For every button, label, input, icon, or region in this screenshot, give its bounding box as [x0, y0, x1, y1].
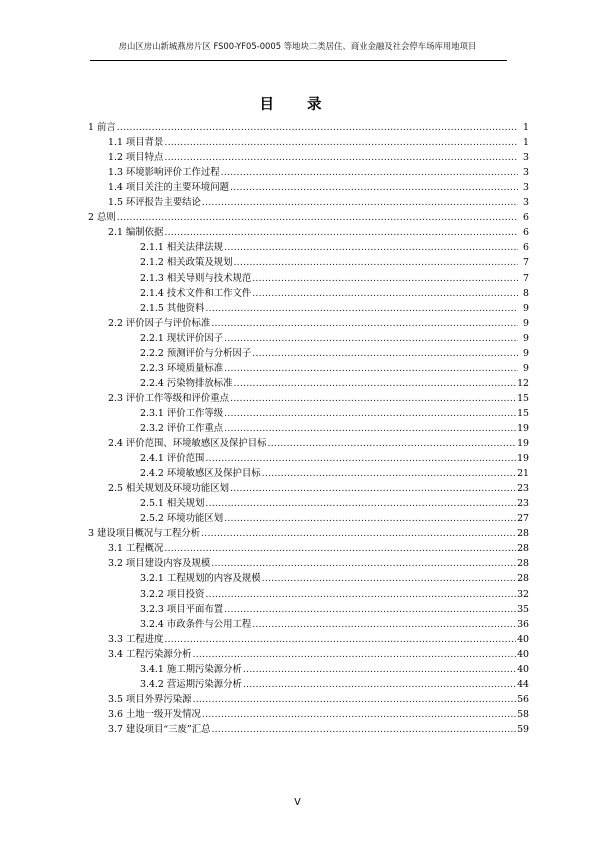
toc-entry-label: 2.5 相关规划及环境功能区划 [108, 483, 230, 495]
toc-dot-leader [233, 378, 516, 389]
toc-entry-label: 2.3.1 评价工作等级 [140, 407, 224, 419]
toc-entry-label: 2.2.4 污染物排放标准 [140, 377, 233, 389]
toc-entry-label: 2 总则 [88, 212, 116, 224]
toc-entry-label: 1.2 项目特点 [108, 152, 164, 164]
toc-entry-page: 44 [517, 678, 529, 690]
toc-entry-label: 2.2 评价因子与评价标准 [108, 317, 211, 329]
toc-entry-label: 3.2.4 市政条件与公用工程 [140, 618, 252, 630]
toc-entry[interactable] [88, 268, 529, 283]
toc-entry-label: 3.5 项目外界污染源 [108, 693, 192, 705]
toc-entry-page: 23 [517, 498, 529, 510]
toc-dot-leader [117, 212, 518, 223]
toc-entry-page: 28 [517, 543, 529, 555]
toc-entry-page: 36 [517, 618, 529, 630]
toc-entry-label: 2.4.2 环境敏感区及保护目标 [140, 468, 261, 480]
toc-entry[interactable] [88, 434, 529, 449]
toc-entry[interactable] [88, 464, 529, 479]
toc-entry[interactable] [88, 720, 529, 735]
toc-dot-leader [164, 634, 516, 645]
toc-dot-leader [230, 483, 516, 494]
toc-entry[interactable] [88, 223, 529, 238]
toc-entry-page: 35 [517, 603, 529, 615]
toc-entry-page: 1 [523, 137, 529, 149]
toc-entry[interactable] [88, 238, 529, 253]
toc-dot-leader [252, 273, 518, 284]
toc-entry-page: 40 [517, 633, 529, 645]
toc-dot-leader [243, 664, 516, 675]
toc-dot-leader [230, 393, 516, 404]
toc-entry-label: 2.1.1 相关法律法规 [140, 242, 224, 254]
toc-entry-page: 9 [523, 332, 529, 344]
toc-entry-page: 6 [523, 242, 529, 254]
toc-entry-page: 15 [517, 407, 529, 419]
toc-dot-leader [211, 724, 516, 735]
toc-entry-page: 9 [523, 317, 529, 329]
toc-entry[interactable] [88, 690, 529, 705]
toc-entry-label: 2.3 评价工作等级和评价重点 [108, 392, 230, 404]
toc-entry-page: 19 [517, 453, 529, 465]
toc-entry[interactable] [88, 479, 529, 494]
toc-entry[interactable] [88, 359, 529, 374]
toc-entry[interactable] [88, 163, 529, 178]
toc-entry-label: 3 建设项目概况与工程分析 [88, 528, 201, 540]
table-of-contents [88, 118, 529, 735]
toc-dot-leader [243, 679, 516, 690]
toc-entry[interactable] [88, 494, 529, 509]
toc-entry-label: 2.1.2 相关政策及规划 [140, 257, 233, 269]
toc-dot-leader [193, 694, 517, 705]
toc-entry-page: 40 [517, 663, 529, 675]
toc-entry-label: 2.5.1 相关规划 [140, 498, 205, 510]
toc-title: 目 录 [259, 97, 336, 113]
toc-entry[interactable] [88, 193, 529, 208]
toc-dot-leader [262, 573, 516, 584]
toc-entry[interactable] [88, 630, 529, 645]
toc-entry-label: 1.5 环评报告主要结论 [108, 197, 201, 209]
toc-dot-leader [164, 137, 518, 148]
toc-entry-page: 28 [517, 528, 529, 540]
toc-entry-label: 3.2.1 工程规划的内容及规模 [140, 573, 261, 585]
toc-dot-leader [205, 589, 516, 600]
toc-entry-page: 28 [517, 558, 529, 570]
toc-entry-page: 19 [517, 422, 529, 434]
toc-entry-label: 2.4.1 评价范围 [140, 453, 205, 465]
toc-entry-page: 21 [517, 468, 529, 480]
toc-dot-leader [193, 649, 517, 660]
toc-entry-label: 3.3 工程进度 [108, 633, 164, 645]
toc-entry-page: 3 [523, 167, 529, 179]
toc-dot-leader [211, 558, 516, 569]
toc-entry[interactable] [88, 600, 529, 615]
toc-entry-page: 3 [523, 182, 529, 194]
toc-dot-leader [268, 438, 517, 449]
toc-entry-label: 2.2.1 现状评价因子 [140, 332, 224, 344]
toc-entry-label: 2.1 编制依据 [108, 227, 164, 239]
toc-dot-leader [224, 242, 518, 253]
toc-entry-page: 59 [517, 723, 529, 735]
toc-entry-label: 2.1.3 相关导则与技术规范 [140, 272, 252, 284]
toc-dot-leader [230, 182, 518, 193]
header-divider [90, 60, 507, 61]
toc-entry[interactable] [88, 284, 529, 299]
toc-dot-leader [233, 257, 518, 268]
toc-entry[interactable] [88, 705, 529, 720]
toc-entry-label: 3.1 工程概况 [108, 543, 164, 555]
toc-dot-leader [201, 528, 516, 539]
toc-entry[interactable] [88, 449, 529, 464]
toc-entry[interactable] [88, 208, 529, 223]
toc-entry-label: 3.4.1 施工期污染源分析 [140, 663, 242, 675]
toc-dot-leader [224, 423, 516, 434]
toc-entry-page: 1 [523, 122, 529, 134]
toc-entry[interactable] [88, 118, 529, 133]
toc-entry[interactable] [88, 344, 529, 359]
toc-dot-leader [202, 197, 518, 208]
toc-entry-label: 3.2 项目建设内容及规模 [108, 558, 211, 570]
toc-dot-leader [205, 498, 516, 509]
toc-entry[interactable] [88, 524, 529, 539]
toc-entry-page: 7 [523, 272, 529, 284]
toc-entry-page: 27 [517, 513, 529, 525]
toc-dot-leader [164, 227, 518, 238]
toc-entry-label: 3.4 工程污染源分析 [108, 648, 192, 660]
toc-entry-label: 3.2.3 项目平面布置 [140, 603, 224, 615]
toc-entry-page: 6 [523, 227, 529, 239]
toc-entry-page: 40 [517, 648, 529, 660]
toc-entry[interactable] [88, 374, 529, 389]
toc-dot-leader [252, 348, 518, 359]
toc-dot-leader [164, 152, 518, 163]
toc-entry[interactable] [88, 389, 529, 404]
toc-entry-page: 56 [517, 693, 529, 705]
toc-entry-page: 6 [523, 212, 529, 224]
toc-entry-page: 32 [517, 588, 529, 600]
toc-entry-page: 9 [523, 347, 529, 359]
toc-entry[interactable] [88, 299, 529, 314]
toc-dot-leader [224, 363, 518, 374]
toc-entry[interactable] [88, 660, 529, 675]
toc-entry-page: 3 [523, 152, 529, 164]
toc-entry-page: 8 [523, 287, 529, 299]
toc-entry-label: 1.3 环境影响评价工作过程 [108, 167, 220, 179]
toc-entry[interactable] [88, 675, 529, 690]
toc-dot-leader [224, 604, 516, 615]
toc-entry[interactable] [88, 584, 529, 599]
toc-entry-page: 15 [517, 392, 529, 404]
toc-dot-leader [221, 167, 518, 178]
toc-dot-leader [211, 318, 518, 329]
toc-dot-leader [224, 333, 518, 344]
toc-dot-leader [205, 303, 518, 314]
toc-entry-label: 3.6 土地一级开发情况 [108, 708, 201, 720]
toc-dot-leader [117, 122, 518, 133]
toc-dot-leader [202, 709, 516, 720]
toc-entry[interactable] [88, 178, 529, 193]
running-header: 房山区房山新城燕房片区 FS00-YF05-0005 等地块二类居住、商业金融及社会停车场库用地项目 [118, 41, 477, 51]
toc-entry-label: 2.1.5 其他资料 [140, 302, 205, 314]
toc-entry-label: 2.2.2 预测评价与分析因子 [140, 347, 252, 359]
toc-dot-leader [224, 408, 516, 419]
toc-entry[interactable] [88, 419, 529, 434]
toc-entry-page: 19 [517, 438, 529, 450]
toc-entry-page: 28 [517, 573, 529, 585]
toc-entry[interactable] [88, 253, 529, 268]
page-number: V [294, 797, 301, 808]
toc-entry[interactable] [88, 404, 529, 419]
toc-dot-leader [224, 513, 516, 524]
toc-entry-page: 3 [523, 197, 529, 209]
toc-entry[interactable] [88, 329, 529, 344]
toc-entry-page: 9 [523, 362, 529, 374]
toc-entry[interactable] [88, 569, 529, 584]
toc-dot-leader [205, 453, 516, 464]
toc-dot-leader [164, 543, 516, 554]
toc-entry[interactable] [88, 539, 529, 554]
toc-entry-label: 3.7 建设项目“三废”汇总 [108, 723, 211, 735]
toc-entry-label: 2.5.2 环境功能区划 [140, 513, 224, 525]
toc-entry-label: 2.1.4 技术文件和工作文件 [140, 287, 252, 299]
toc-entry-label: 1.1 项目背景 [108, 137, 164, 149]
toc-entry-page: 58 [517, 708, 529, 720]
toc-entry-page: 12 [517, 377, 529, 389]
toc-entry[interactable] [88, 148, 529, 163]
toc-dot-leader [262, 468, 516, 479]
toc-entry-label: 1.4 项目关注的主要环境问题 [108, 182, 230, 194]
toc-entry[interactable] [88, 314, 529, 329]
toc-entry-page: 23 [517, 483, 529, 495]
toc-entry-label: 2.2.3 环境质量标准 [140, 362, 224, 374]
toc-dot-leader [252, 619, 516, 630]
toc-entry[interactable] [88, 645, 529, 660]
toc-entry-label: 1 前言 [88, 122, 116, 134]
toc-entry[interactable] [88, 133, 529, 148]
toc-entry-label: 3.2.2 项目投资 [140, 588, 205, 600]
toc-entry-page: 7 [523, 257, 529, 269]
toc-entry[interactable] [88, 509, 529, 524]
toc-entry[interactable] [88, 554, 529, 569]
toc-entry-label: 2.3.2 评价工作重点 [140, 422, 224, 434]
toc-entry[interactable] [88, 615, 529, 630]
toc-entry-label: 2.4 评价范围、环境敏感区及保护目标 [108, 438, 267, 450]
toc-entry-page: 9 [523, 302, 529, 314]
toc-dot-leader [252, 288, 518, 299]
toc-entry-label: 3.4.2 营运期污染源分析 [140, 678, 242, 690]
